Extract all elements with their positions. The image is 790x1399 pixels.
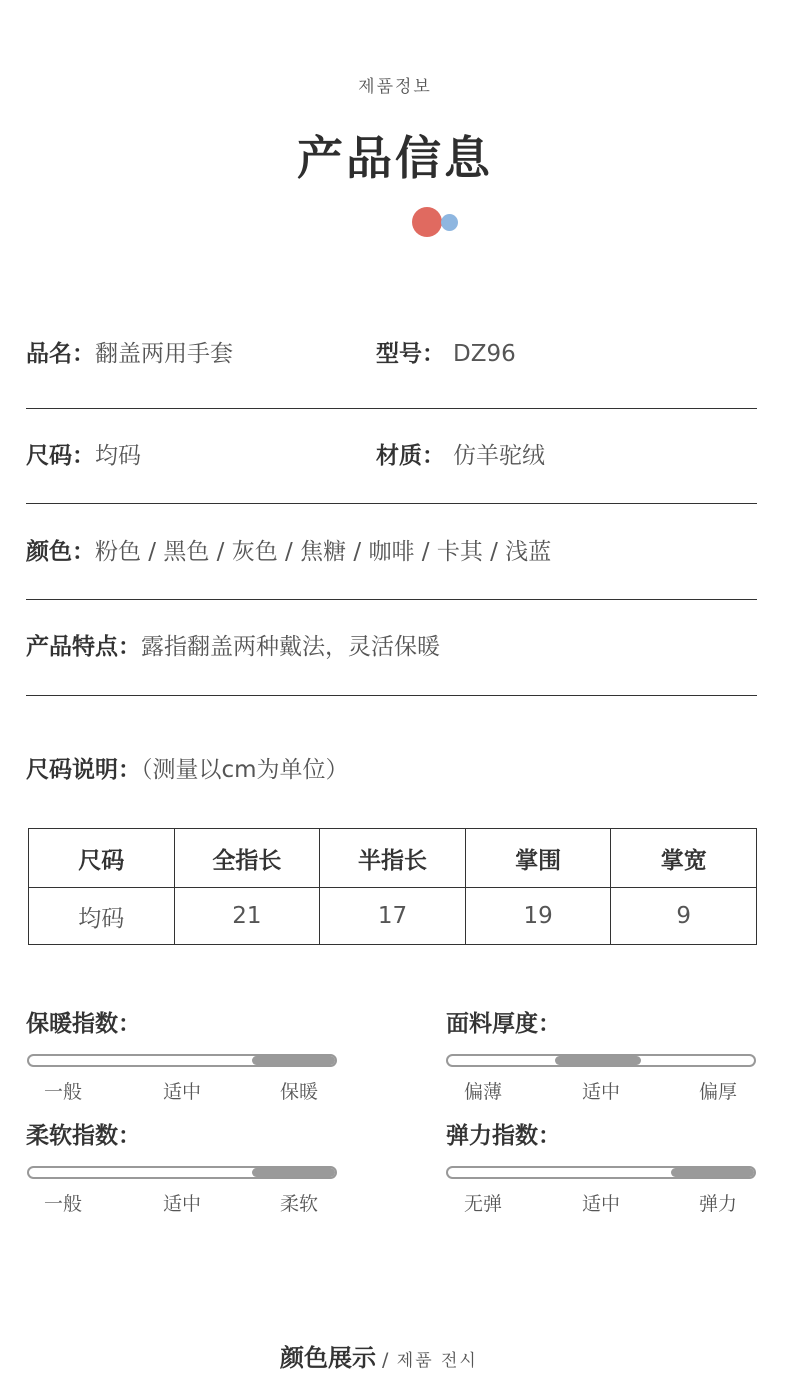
model-value: DZ96: [453, 341, 516, 367]
product-name-label: 品名：: [26, 341, 95, 367]
model-row: [376, 339, 516, 369]
elasticity-index-title: 弹力指数：: [446, 1123, 561, 1149]
table-row: [29, 888, 757, 945]
table-header-cell: 掌宽: [611, 829, 757, 888]
material-value: 仿羊驼绒: [453, 443, 545, 469]
feature-row: [26, 632, 440, 662]
table-cell: 19: [465, 888, 611, 945]
feature-value: 露指翻盖两种戴法，灵活保暖: [141, 634, 440, 660]
table-header-row: [29, 829, 757, 888]
warmth-index-fill: [252, 1056, 335, 1065]
elasticity-tick-mid: 适中: [582, 1193, 621, 1215]
korean-subtitle: 제품정보: [358, 77, 432, 97]
size-chart-note: （测量以cm为单位）: [141, 757, 349, 783]
material-row: [376, 441, 545, 471]
thickness-bar: [446, 1054, 756, 1067]
softness-tick-high: 柔软: [280, 1193, 319, 1215]
color-display-heading: [280, 1338, 478, 1373]
softness-index-bar: [27, 1166, 337, 1179]
thickness-tick-low: 偏薄: [464, 1081, 503, 1103]
divider: [26, 695, 757, 696]
color-display-title: 颜色展示: [280, 1344, 376, 1372]
product-name-value: 翻盖两用手套: [95, 341, 233, 367]
thickness-tick-high: 偏厚: [699, 1081, 738, 1103]
color-display-korean: 제품 전시: [396, 1351, 478, 1371]
red-dot-decoration: [412, 207, 442, 237]
size-table: [28, 828, 757, 945]
size-row: [26, 441, 141, 471]
elasticity-index-fill: [671, 1168, 754, 1177]
warmth-tick-high: 保暖: [280, 1081, 319, 1103]
table-header-cell: 掌围: [465, 829, 611, 888]
size-label: 尺码：: [26, 443, 95, 469]
product-name-row: [26, 339, 233, 369]
elasticity-tick-high: 弹力: [699, 1193, 738, 1215]
color-label: 颜色：: [26, 539, 95, 565]
blue-dot-decoration: [441, 214, 458, 231]
table-header-cell: 半指长: [320, 829, 466, 888]
material-label: 材质：: [376, 443, 445, 469]
softness-tick-low: 一般: [44, 1193, 83, 1215]
table-cell: 21: [174, 888, 320, 945]
softness-tick-mid: 适中: [163, 1193, 202, 1215]
table-header-cell: 尺码: [29, 829, 175, 888]
divider: [26, 599, 757, 600]
size-chart-heading: [26, 755, 349, 785]
table-header-cell: 全指长: [174, 829, 320, 888]
table-cell: 均码: [29, 888, 175, 945]
softness-index-title: 柔软指数：: [26, 1123, 141, 1149]
separator: /: [382, 1349, 389, 1371]
table-cell: 9: [611, 888, 757, 945]
thickness-fill: [555, 1056, 641, 1065]
size-chart-title: 尺码说明：: [26, 757, 141, 783]
color-row: [26, 537, 551, 567]
divider: [26, 503, 757, 504]
thickness-title: 面料厚度：: [446, 1011, 561, 1037]
elasticity-index-bar: [446, 1166, 756, 1179]
thickness-tick-mid: 适中: [582, 1081, 621, 1103]
softness-index-fill: [252, 1168, 335, 1177]
size-value: 均码: [95, 443, 141, 469]
warmth-index-title: 保暖指数：: [26, 1011, 141, 1037]
warmth-tick-mid: 适中: [163, 1081, 202, 1103]
model-label: 型号：: [376, 341, 445, 367]
table-cell: 17: [320, 888, 466, 945]
warmth-tick-low: 一般: [44, 1081, 83, 1103]
feature-label: 产品特点：: [26, 634, 141, 660]
color-value: 粉色 / 黑色 / 灰色 / 焦糖 / 咖啡 / 卡其 / 浅蓝: [95, 539, 552, 565]
elasticity-tick-low: 无弹: [464, 1193, 503, 1215]
divider: [26, 408, 757, 409]
page-title: 产品信息: [297, 131, 493, 185]
warmth-index-bar: [27, 1054, 337, 1067]
